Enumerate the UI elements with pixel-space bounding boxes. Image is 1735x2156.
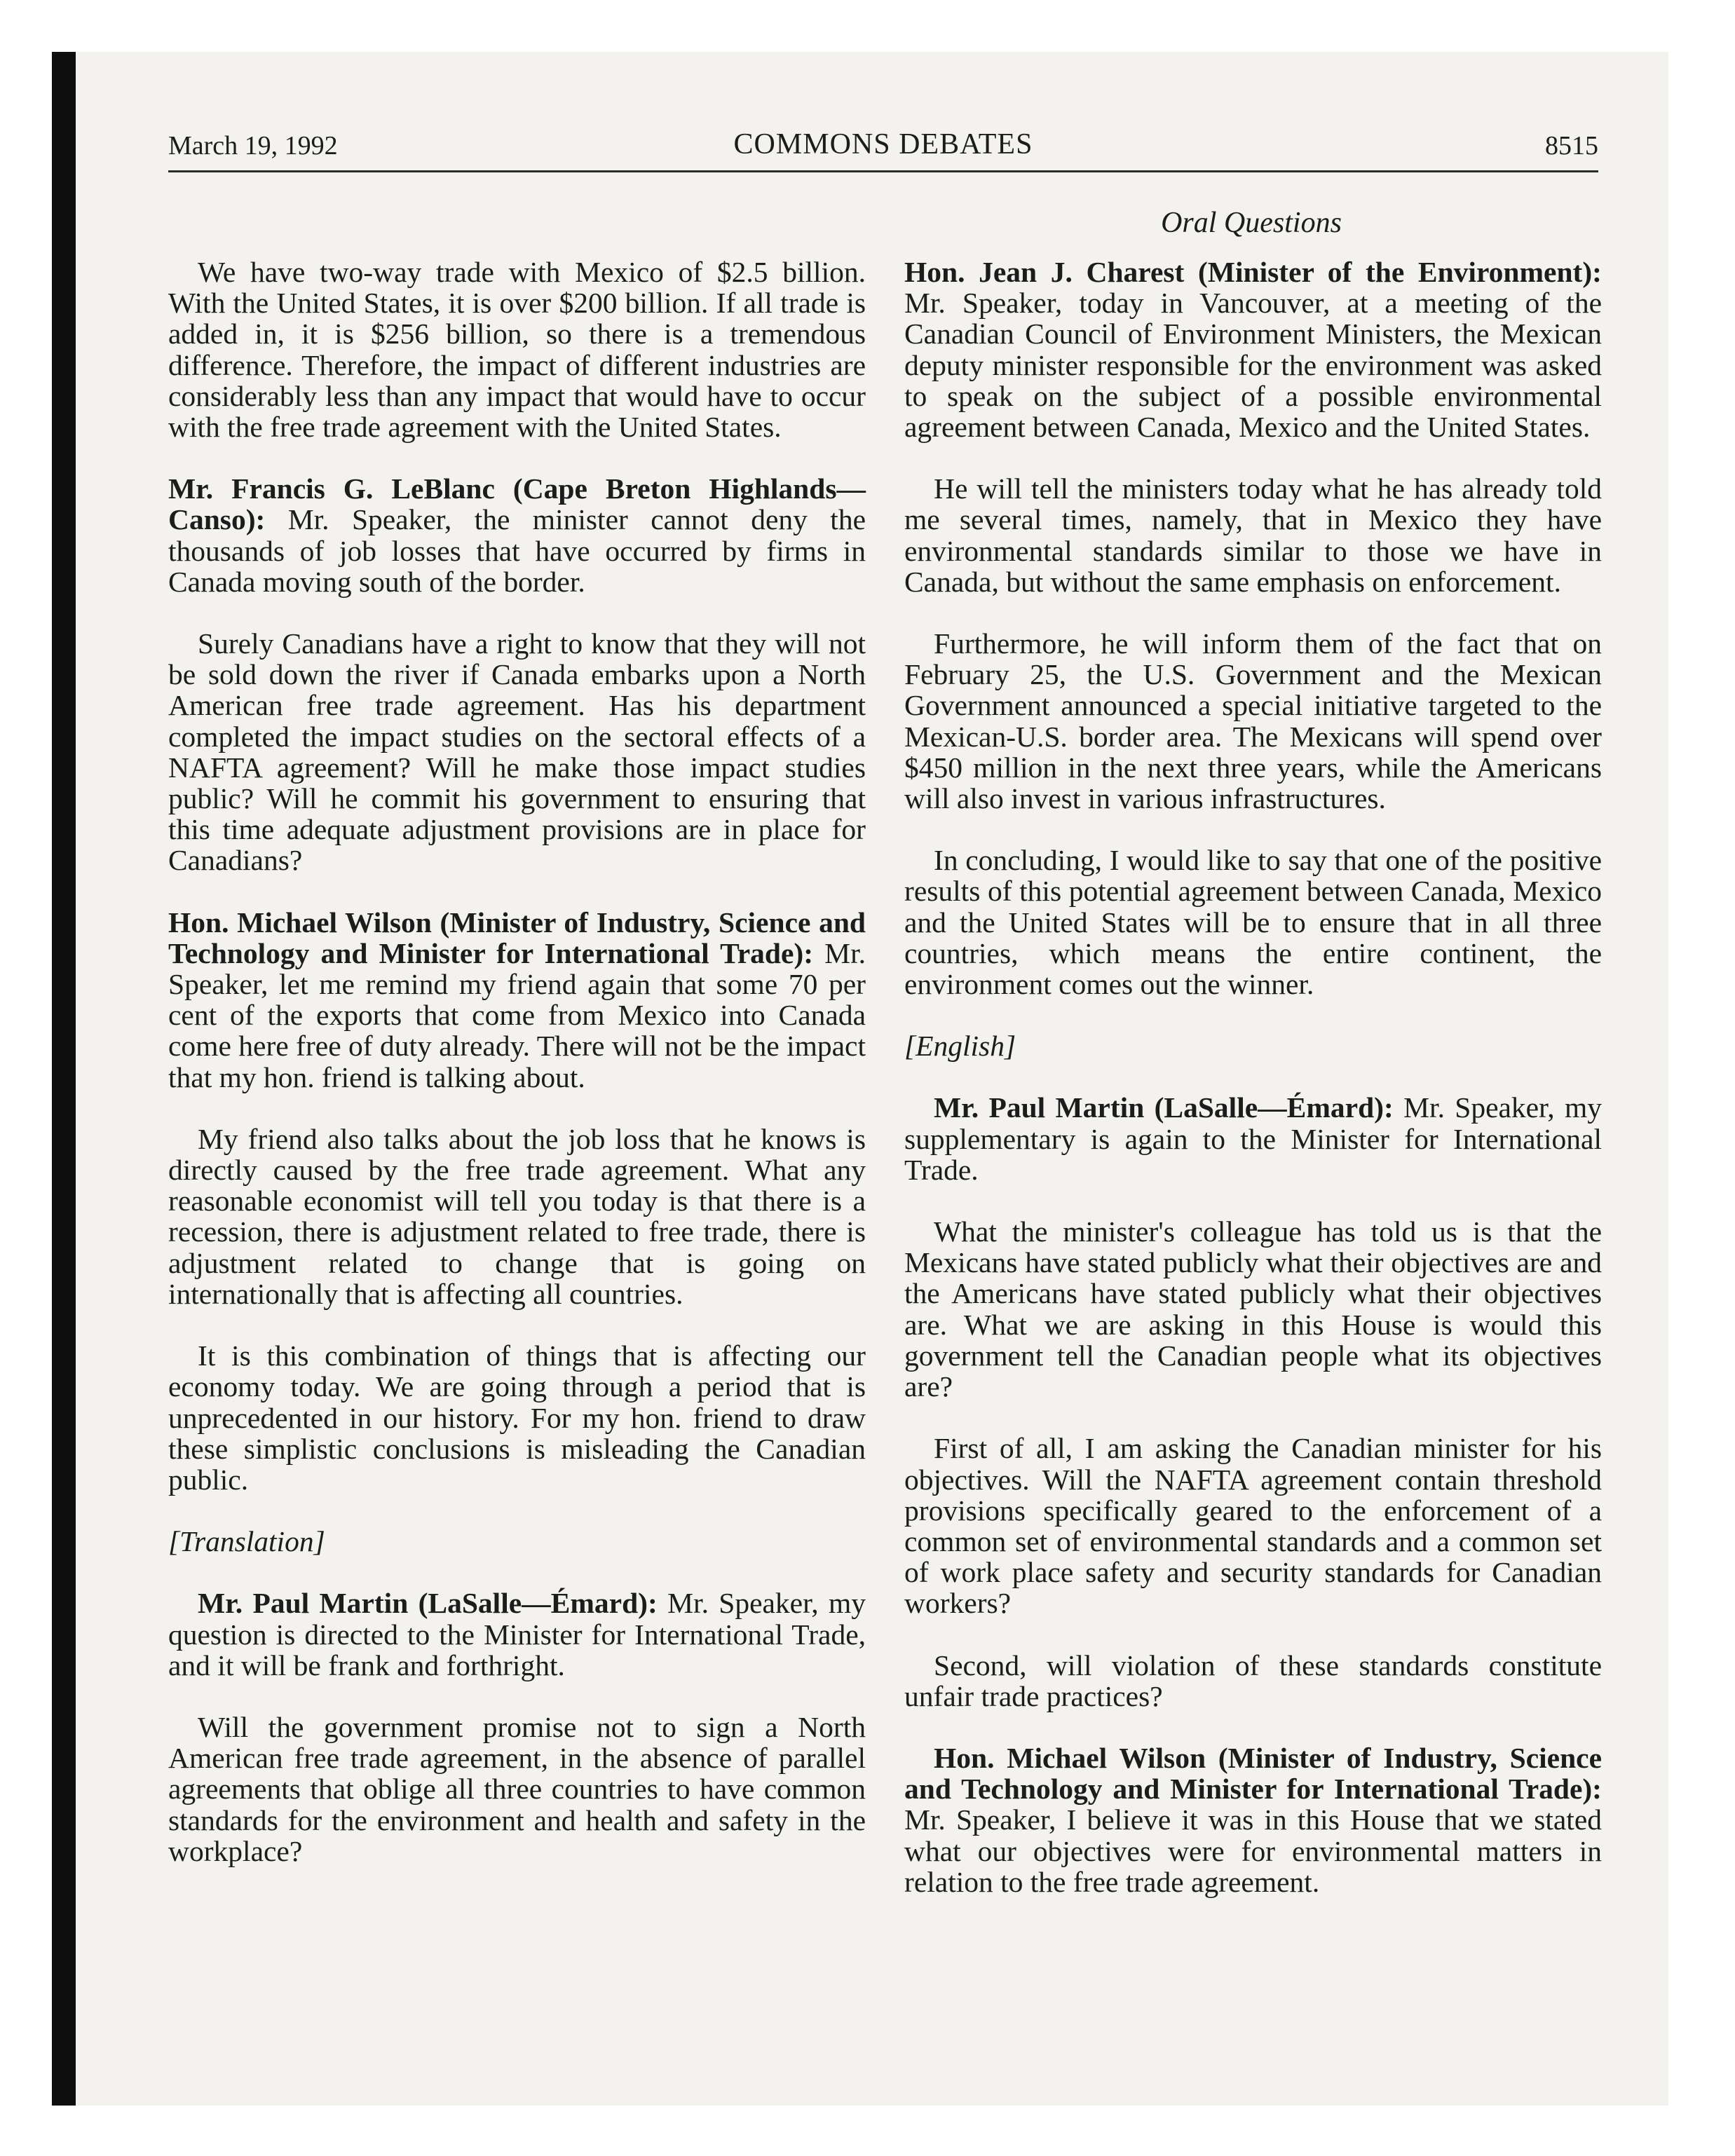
paragraph: We have two-way trade with Mexico of $2.5 billion. With the United States, it is over $200 billion. If all trade is added in, it is $256 billion, so there is a tremendous difference. Therefore, the impact of different industries are considerably less than any impact that would have to occur with the free trade agreement with the United States.	[168, 256, 866, 444]
paragraph: Furthermore, he will inform them of the fact that on February 25, the U.S. Government and the Mexican Government announced a special initiative targeted to the Mexican-U.S. border area. The Mexicans will spend over $450 million in the next three years, while the Americans will also invest in various infrastructures.	[904, 627, 1602, 815]
speaker-name: Mr. Paul Martin (LaSalle—Émard):	[934, 1091, 1394, 1124]
page-header	[168, 125, 1598, 170]
paragraph: Surely Canadians have a right to know that they will not be sold down the river if Canada embarks upon a North American free trade agreement. Has his department completed the impact studies on the sectoral effects of a NAFTA agreement? Will he make those impact studies public? Will he commit his government to ensuring that this time adequate adjustment provisions are in place for Canadians?	[168, 627, 866, 877]
header-rule	[168, 170, 1598, 172]
binding-edge	[52, 52, 76, 2106]
speaker-name: Hon. Michael Wilson (Minister of Industry, Science and Technology and Minister for International Trade):	[168, 906, 866, 969]
paragraph: Second, will violation of these standards constitute unfair trade practices?	[904, 1649, 1602, 1712]
paragraph: Mr. Francis G. LeBlanc (Cape Breton Highlands—Canso): Mr. Speaker, the minister cannot deny the thousands of job losses that have occurred by firms in Canada moving south of the border.	[168, 472, 866, 598]
left-column	[168, 257, 866, 1897]
speaker-name: Hon. Jean J. Charest (Minister of the Environment):	[904, 256, 1602, 288]
language-tag: [Translation]	[168, 1525, 325, 1558]
paragraph: It is this combination of things that is affecting our economy today. We are going through a period that is unprecedented in our history. For my hon. friend to draw these simplistic conclusions is misleading the Canadian public.	[168, 1339, 866, 1496]
page-number: 8515	[1545, 131, 1598, 161]
paragraph: He will tell the ministers today what he has already told me several times, namely, that in Mexico they have environmental standards similar to those we have in Canada, but without the same emphasis on enforcement.	[904, 472, 1602, 598]
paragraph: Hon. Michael Wilson (Minister of Industry, Science and Technology and Minister for International Trade): Mr. Speaker, I believe it was in this House that we stated what our objectives were for environmental matters in relation to the free trade agreement.	[904, 1741, 1602, 1898]
paragraph: Mr. Paul Martin (LaSalle—Émard): Mr. Speaker, my question is directed to the Minister for International Trade, and it will be frank and forthright.	[168, 1587, 866, 1681]
paragraph: Will the government promise not to sign a North American free trade agreement, in the absence of parallel agreements that oblige all three countries to have common standards for the environment and health and safety in the workplace?	[168, 1710, 866, 1867]
language-tag: [English]	[904, 1030, 1016, 1063]
speaker-name: Hon. Michael Wilson (Minister of Industry, Science and Technology and Minister for International Trade):	[904, 1741, 1602, 1806]
right-column	[904, 257, 1602, 1928]
paragraph: Hon. Jean J. Charest (Minister of the Environment): Mr. Speaker, today in Vancouver, at a meeting of the Canadian Council of Environment Ministers, the Mexican deputy minister responsible for the environment was asked to speak on the subject of a possible environmental agreement between Canada, Mexico and the United States.	[904, 256, 1602, 444]
paragraph: First of all, I am asking the Canadian minister for his objectives. Will the NAFTA agreement contain threshold provisions specifically geared to the enforcement of a common set of environmental standards and a common set of work place safety and security standards for Canadian workers?	[904, 1432, 1602, 1620]
header-date: March 19, 1992	[168, 131, 338, 161]
paragraph: What the minister's colleague has told us is that the Mexicans have stated publicly what their objectives are and the Americans have stated publicly what their objectives are. What we are asking in this House is would this government tell the Canadian people what its objectives are?	[904, 1215, 1602, 1403]
section-label: Oral Questions	[1161, 207, 1342, 239]
paragraph: In concluding, I would like to say that one of the positive results of this potential agreement between Canada, Mexico and the United States will be to ensure that in all three countries, which means the entire continent, the environment comes out the winner.	[904, 844, 1602, 1001]
paragraph: My friend also talks about the job loss that he knows is directly caused by the free trade agreement. What any reasonable economist will tell you today is that there is a recession, there is adjustment related to free trade, there is adjustment related to change that is going on internationally that is affecting all countries.	[168, 1122, 866, 1310]
speaker-name: Mr. Francis G. LeBlanc (Cape Breton Highlands—Canso):	[168, 472, 866, 536]
header-title: COMMONS DEBATES	[733, 128, 1033, 161]
paragraph: Mr. Paul Martin (LaSalle—Émard): Mr. Speaker, my supplementary is again to the Minister for International Trade.	[904, 1091, 1602, 1186]
speaker-name: Mr. Paul Martin (LaSalle—Émard):	[198, 1587, 658, 1620]
paragraph: Hon. Michael Wilson (Minister of Industry, Science and Technology and Minister for International Trade): Mr. Speaker, let me remind my friend again that some 70 per cent of the exports that come from Mexico into Canada come here free of duty already. There will not be the impact that my hon. friend is talking about.	[168, 906, 866, 1093]
